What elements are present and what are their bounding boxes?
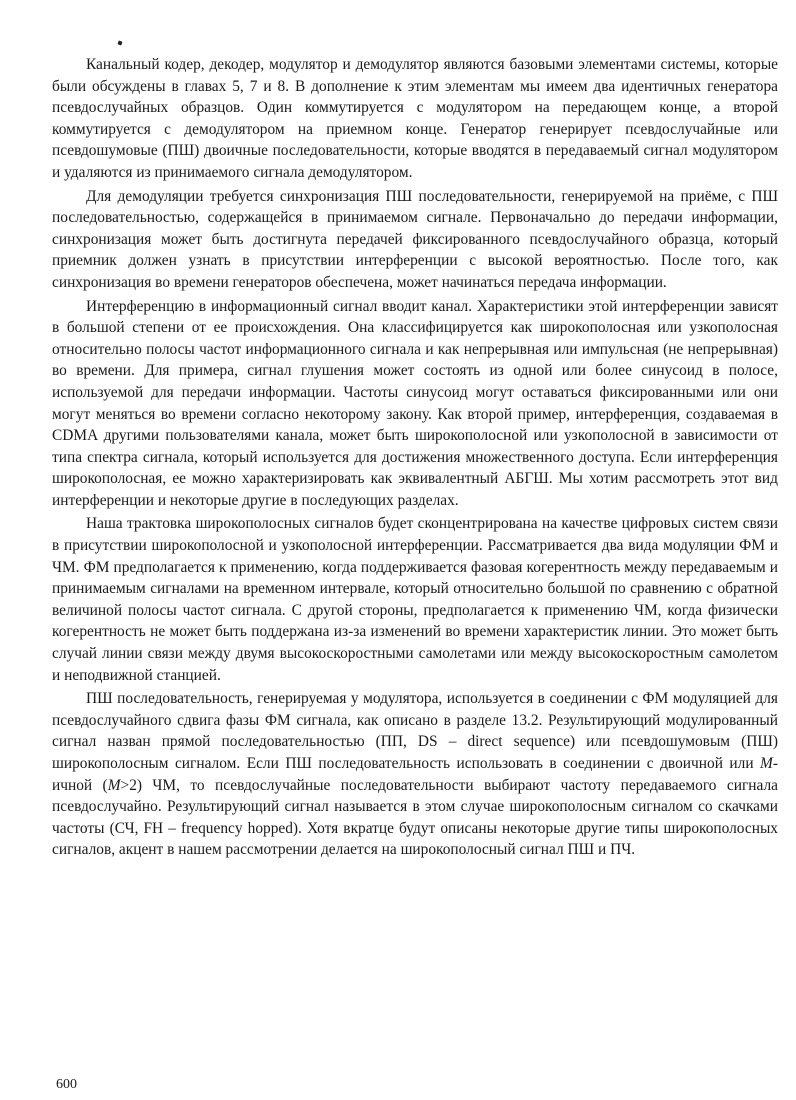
paragraph-5-math-m1: M [760,755,773,772]
paragraph-5-text-a: ПШ последовательность, генерируемая у модулятора, используется в соединении с ФМ модуляцией для псевдослучайного сдвига фазы ФМ сигнала, как описано в разделе 13.2. Результирующий модулированный сигнал назван прямой последовательностью (ПП, DS – direct sequence) или псевдошумовым (ПШ) широкополосным сигналом. Если ПШ последовательность использовать в соединении с двоичной или [52,690,778,772]
scan-speck [117,40,122,45]
page-body [52,54,778,863]
paragraph-5-math-m2: M [107,776,121,794]
paragraph-4: Наша трактовка широкополосных сигналов будет сконцентрирована на качестве цифровых систем связи в присутствии широкополосной и узкополосной интерференции. Рассматривается два вида модуляции ФМ и ЧМ. ФМ предполагается к применению, когда поддерживается фазовая когерентность между передаваемым и принимаемым сигналами на временном интервале, который относительно большой по сравнению с обратной величиной полосы частот сигнала. С другой стороны, предполагается к применению ЧМ, когда физически когерентность не может быть поддержана из-за изменений во времени характеристик линии. Это может быть случай линии связи между двумя высокоскоростными самолетами или между высокоскоростным самолетом и неподвижной станцией. [52,515,778,684]
paragraph-2: Для демодуляции требуется синхронизация ПШ последовательности, генерируемой на приёме, с ПШ последовательностью, содержащейся в принимаемом сигнале. Первоначально до передачи информации, синхронизация может быть достигнута передачей фиксированного псевдослучайного образца, который приемник должен узнать в присутствии интерференции с высокой вероятностью. После того, как синхронизация во времени генераторов обеспечена, может начинаться передача информации. [52,187,778,291]
paragraph-1: Канальный кодер, декодер, модулятор и демодулятор являются базовыми элементами системы, которые были обсуждены в главах 5, 7 и 8. В дополнение к этим элементам мы имеем два идентичных генератора псевдослучайных образцов. Один коммутируется с модулятором на передающем конце, а второй коммутируется с демодулятором на приемном конце. Генератор генерирует псевдослучайные или псевдошумовые (ПШ) двоичные последовательности, которые вводятся в передаваемый сигнал модулятором и удаляются из принимаемого сигнала демодулятором. [52,56,778,181]
paragraph-3: Интерференцию в информационный сигнал вводит канал. Характеристики этой интерференции зависят в большой степени от ее происхождения. Она классифицируется как широкополосная или узкополосная относительно полосы частот информационного сигнала и как непрерывная или импульсная (не непрерывная) во времени. Для примера, сигнал глушения может состоять из одной или более синусоид в полосе, используемой для передачи информации. Частоты синусоид могут оставаться фиксированными или они могут меняться во времени согласно некоторому закону. Как второй пример, интерференция, создаваемая в CDMA другими пользователями канала, может быть широкополосной или узкополосной в зависимости от типа спектра сигнала, который используется для достижения множественного доступа. Если интерференция широкополосная, ее можно характеризировать как эквивалентный АБГШ. Мы хотим рассмотреть этот вид интерференции и некоторые другие в последующих разделах. [52,297,778,509]
page-number: 600 [56,1077,77,1092]
paragraph-5-text-b: -ичной ( [52,755,778,794]
paragraph-5 [52,688,778,861]
paragraph-5-text-c: >2) ЧМ, то псевдослучайные последовательности выбирают частоту передаваемого сигнала псевдослучайно. Результирующий сигнал называется в этом случае широкополосным сигналом со скачками частоты (СЧ, FH – frequency hopped). Хотя вкратце будут описаны некоторые другие типы широкополосных сигналов, акцент в нашем рассмотрении делается на широкополосный сигнал ПШ и ПЧ. [52,776,778,859]
